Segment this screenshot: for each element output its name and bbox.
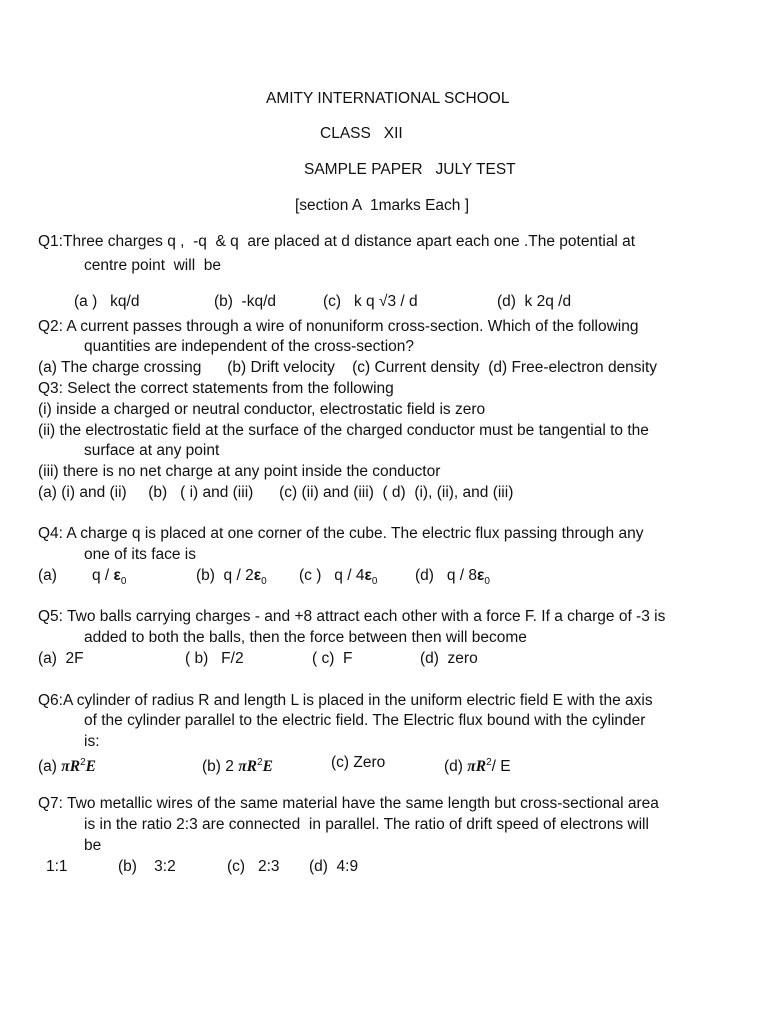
- q5-option-d: (d) zero: [420, 650, 478, 667]
- paper-title: SAMPLE PAPER JULY TEST: [304, 161, 516, 178]
- q7-option-d: (d) 4:9: [309, 858, 359, 875]
- q1-option-c: (c) k q √3 / d: [323, 293, 418, 310]
- q6-option-a: (a) $\pi R^2E$: [38, 757, 96, 776]
- q5-text-line1: Q5: Two balls carrying charges - and +8 attract each other with a force F. If a charge of -3 is: [38, 608, 666, 625]
- q1-option-b: (b) -kq/d: [214, 293, 277, 310]
- q1-option-a: (a ) kq/d: [74, 293, 140, 310]
- q4-option-c: (c ) q / $4\varepsilon_0$: [299, 567, 378, 588]
- q5-text-line2: added to both the balls, then the force between then will become: [84, 629, 527, 646]
- q2-options: (a) The charge crossing (b) Drift velocity (c) Current density (d) Free-electron density: [38, 359, 658, 376]
- q2-text-line2: quantities are independent of the cross-section?: [84, 338, 415, 355]
- q4-text-line1: Q4: A charge q is placed at one corner of the cube. The electric flux passing through any: [38, 525, 644, 542]
- q3-options: (a) (i) and (ii) (b) ( i) and (iii) (c) (ii) and (iii) ( d) (i), (ii), and (iii): [38, 484, 514, 501]
- class-label: CLASS XII: [320, 125, 403, 142]
- q6-option-b: (b) 2 $\pi R^2E$: [202, 757, 273, 776]
- q7-text-line1: Q7: Two metallic wires of the same material have the same length but cross-sectional area: [38, 795, 659, 812]
- q4-option-a-label: (a): [38, 567, 57, 584]
- q3-text-line1: Q3: Select the correct statements from the following: [38, 380, 394, 397]
- q1-option-d: (d) k 2q /d: [497, 293, 572, 310]
- q7-option-c: (c) 2:3: [227, 858, 280, 875]
- q3-statement-3: (iii) there is no net charge at any point inside the conductor: [38, 463, 441, 480]
- q1-text-line1: Q1:Three charges q , -q & q are placed at d distance apart each one .The potential at: [38, 233, 636, 250]
- q4-option-b: (b) q / $2\varepsilon_0$: [196, 567, 267, 588]
- q6-text-line3: is:: [84, 733, 100, 750]
- q3-statement-1: (i) inside a charged or neutral conductor, electrostatic field is zero: [38, 401, 486, 418]
- q7-option-b: (b) 3:2: [118, 858, 176, 875]
- q2-text-line1: Q2: A current passes through a wire of nonuniform cross-section. Which of the following: [38, 318, 639, 335]
- q7-option-a: 1:1: [46, 858, 68, 875]
- school-name: AMITY INTERNATIONAL SCHOOL: [266, 90, 510, 107]
- q5-option-b: ( b) F/2: [185, 650, 244, 667]
- q1-text-line2: centre point will be: [84, 257, 221, 274]
- q4-option-a: q / $\varepsilon_0$: [92, 567, 127, 588]
- q4-option-d: (d) q / $8\varepsilon_0$: [415, 567, 490, 588]
- section-label: [section A 1marks Each ]: [295, 197, 470, 214]
- q4-text-line2: one of its face is: [84, 546, 197, 563]
- q7-text-line2: is in the ratio 2:3 are connected in parallel. The ratio of drift speed of electrons will: [84, 816, 649, 833]
- q5-option-c: ( c) F: [312, 650, 353, 667]
- q6-text-line1: Q6:A cylinder of radius R and length L is placed in the uniform electric field E with the axis: [38, 692, 653, 709]
- q3-statement-2-cont: surface at any point: [84, 442, 220, 459]
- q5-option-a: (a) 2F: [38, 650, 84, 667]
- q6-option-d: (d) $\pi R^2/$ E: [444, 757, 511, 776]
- q6-option-c: (c) Zero: [331, 754, 386, 771]
- q6-text-line2: of the cylinder parallel to the electric field. The Electric flux bound with the cylinder: [84, 712, 646, 729]
- q7-text-line3: be: [84, 837, 102, 854]
- q3-statement-2: (ii) the electrostatic field at the surface of the charged conductor must be tangential to the: [38, 422, 649, 439]
